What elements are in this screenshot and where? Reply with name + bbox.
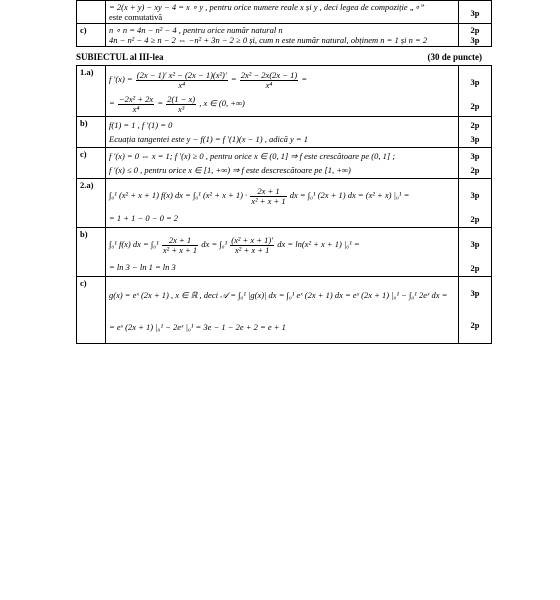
table-row xyxy=(77,1,492,24)
solution-line: = eˣ (2x + 1) |₀¹ − 2eˣ |₀¹ = 3e − 1 − 2e + 2 = e + 1 xyxy=(109,322,286,332)
math-text: ∫₀¹ f(x) dx = ∫₀¹ xyxy=(109,239,159,249)
fraction-denominator: x² + x + 1 xyxy=(251,195,286,206)
row-label: c) xyxy=(77,148,106,179)
table-row xyxy=(77,148,492,179)
points-value: 3p xyxy=(470,8,480,18)
points-value: 2p xyxy=(470,263,480,273)
math-text: = xyxy=(301,74,308,84)
row-label: 2.a) xyxy=(77,179,106,228)
solution-line: este comutativă xyxy=(109,12,163,22)
row-label: b) xyxy=(77,117,106,148)
row-points xyxy=(459,228,492,277)
row-points xyxy=(459,277,492,344)
section-points: (30 de puncte) xyxy=(427,52,482,62)
fraction-numerator: 2x² − 2x(2x − 1) xyxy=(240,69,298,80)
points-value: 3p xyxy=(470,239,480,249)
points-value: 3p xyxy=(470,151,480,161)
solution-line: = 1 + 1 − 0 − 0 = 2 xyxy=(109,213,179,223)
math-text: , x ∈ (0, +∞) xyxy=(199,98,245,108)
solution-line xyxy=(109,180,455,210)
row-content xyxy=(106,24,459,47)
row-points xyxy=(459,66,492,117)
fraction xyxy=(166,95,196,114)
row-label: 1.a) xyxy=(77,66,106,117)
fraction-denominator: x⁴ xyxy=(132,103,140,114)
row-label: c) xyxy=(77,24,106,47)
document-page xyxy=(76,0,492,344)
fraction xyxy=(136,71,228,90)
solution-line xyxy=(109,229,455,259)
fraction xyxy=(118,95,154,114)
row-content xyxy=(106,179,459,228)
row-points xyxy=(459,117,492,148)
fraction-numerator: (2x − 1)′ x² − (2x − 1)(x²)′ xyxy=(136,69,227,80)
points-value: 2p xyxy=(470,101,480,111)
solution-line: n ∘ n = 4n − n² − 4 , pentru orice număr natural n xyxy=(109,25,283,35)
row-label: b) xyxy=(77,228,106,277)
table-row xyxy=(77,24,492,47)
solution-line: f ′(x) = 0 ⇔ x = 1; f ′(x) ≥ 0 , pentru orice x ∈ (0, 1] ⇒ f este crescătoare pe (0, 1] ; xyxy=(109,151,396,161)
fraction-denominator: x⁴ xyxy=(178,79,186,90)
table-row xyxy=(77,66,492,117)
row-label: c) xyxy=(77,277,106,344)
solution-line: = ln 3 − ln 1 = ln 3 xyxy=(109,262,176,272)
math-text: dx = ∫₀¹ xyxy=(201,239,228,249)
math-text: = xyxy=(230,74,237,84)
row-content xyxy=(106,228,459,277)
row-content xyxy=(106,1,459,24)
solution-line: = 2(x + y) − xy − 4 = x ∘ y , pentru orice numere reale x și y , deci legea de compoziție „∘” xyxy=(109,2,425,12)
solution-line xyxy=(109,91,455,115)
math-text: f ′(x) = xyxy=(109,74,133,84)
math-text: = xyxy=(157,98,164,108)
row-content xyxy=(106,66,459,117)
math-text: dx = ∫₀¹ (2x + 1) dx = (x² + x) |₀¹ = xyxy=(289,190,410,200)
row-content xyxy=(106,117,459,148)
solution-table xyxy=(76,65,492,344)
solution-line xyxy=(109,67,455,91)
row-content xyxy=(106,148,459,179)
fraction-denominator: x² + x + 1 xyxy=(235,244,270,255)
table-row xyxy=(77,179,492,228)
points-value: 2p xyxy=(470,214,480,224)
fraction xyxy=(230,236,274,255)
fraction-denominator: x² + x + 1 xyxy=(162,244,198,255)
points-value: 3p xyxy=(470,288,480,298)
math-text: = xyxy=(109,98,115,108)
fraction-denominator: x⁴ xyxy=(265,79,273,90)
fraction-numerator: (x² + x + 1)′ xyxy=(231,234,274,245)
points-value: 3p xyxy=(470,77,480,87)
table-row xyxy=(77,228,492,277)
row-label xyxy=(77,1,106,24)
points-value: 3p xyxy=(470,190,480,200)
solution-line: g(x) = eˣ (2x + 1) , x ∈ ℝ , deci 𝒜 = ∫₀¹ |g(x)| dx = ∫₀¹ eˣ (2x + 1) dx = eˣ (2x + 1) |₀¹ − ∫₀¹ 2eˣ dx = xyxy=(109,290,448,300)
fraction xyxy=(162,236,198,255)
row-points xyxy=(459,1,492,24)
fraction-denominator: x³ xyxy=(178,103,185,114)
fraction-numerator: 2(1 − x) xyxy=(167,93,196,104)
row-content xyxy=(106,277,459,344)
math-text: ∫₀¹ (x² + x + 1) f(x) dx = ∫₀¹ (x² + x + 1) · xyxy=(109,190,248,200)
points-value: 2p xyxy=(470,25,480,35)
points-value: 3p xyxy=(470,134,480,144)
math-text: dx = ln(x² + x + 1) |₀¹ = xyxy=(277,239,360,249)
points-value: 2p xyxy=(470,165,480,175)
row-points xyxy=(459,24,492,47)
row-points xyxy=(459,179,492,228)
fraction xyxy=(240,71,299,90)
top-solution-table xyxy=(76,0,492,47)
points-value: 3p xyxy=(470,35,480,45)
solution-line: f ′(x) ≤ 0 , pentru orice x ∈ [1, +∞) ⇒ f este descrescătoare pe [1, +∞) xyxy=(109,165,351,175)
row-points xyxy=(459,148,492,179)
solution-line: 4n − n² − 4 ≥ n − 2 ⇔ −n² + 3n − 2 ≥ 0 și, cum n este număr natural, obținem n = 1 și n = 2 xyxy=(109,35,428,45)
solution-line: f(1) = 1 , f ′(1) = 0 xyxy=(109,120,173,130)
fraction xyxy=(250,187,286,206)
points-value: 2p xyxy=(470,320,480,330)
table-row xyxy=(77,117,492,148)
fraction-numerator: 2x + 1 xyxy=(162,236,198,246)
fraction-numerator: 2x + 1 xyxy=(250,187,286,197)
section-heading xyxy=(76,52,492,62)
points-value: 2p xyxy=(470,120,480,130)
table-row xyxy=(77,277,492,344)
solution-line: Ecuația tangentei este y − f(1) = f ′(1)(x − 1) , adică y = 1 xyxy=(109,134,308,144)
section-title: SUBIECTUL al III-lea xyxy=(76,52,164,62)
fraction-numerator: −2x² + 2x xyxy=(118,93,154,104)
